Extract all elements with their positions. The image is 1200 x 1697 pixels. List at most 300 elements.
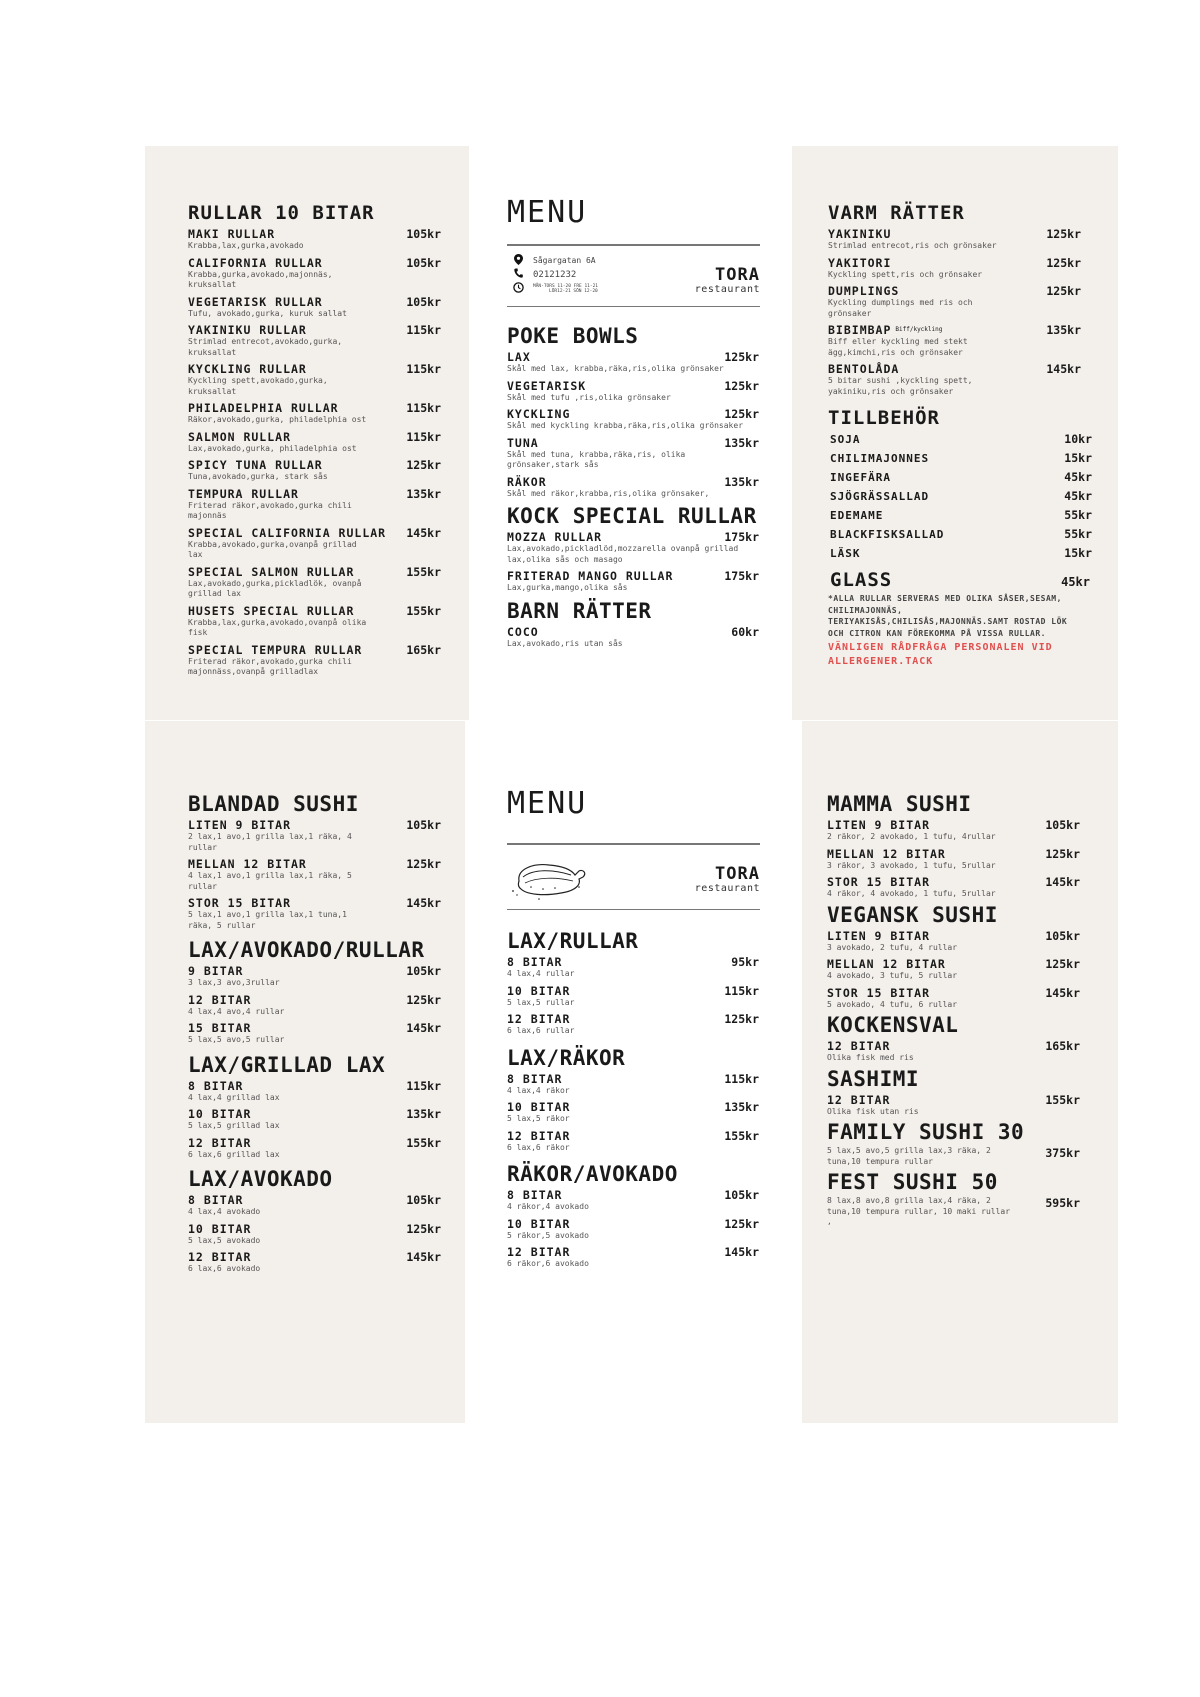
menu-item xyxy=(828,470,1092,485)
section-title: POKE BOWLS xyxy=(507,324,639,348)
menu-item xyxy=(828,451,1092,466)
item-price: 125kr xyxy=(1046,284,1081,298)
item-name: YAKINIKU xyxy=(828,227,892,241)
menu-item xyxy=(507,955,759,980)
section-title: KOCK SPECIAL RULLAR xyxy=(507,504,757,528)
item-name: SOJA xyxy=(830,433,861,446)
menu-item xyxy=(507,1012,759,1037)
menu-item xyxy=(507,1217,759,1242)
item-name: STOR 15 BITAR xyxy=(827,985,931,1000)
item-price: 115kr xyxy=(406,401,441,415)
item-name: 8 BITAR xyxy=(507,955,563,969)
item-name: MOZZA RULLAR xyxy=(507,530,603,544)
menu-item xyxy=(188,401,441,426)
item-name: SPECIAL CALIFORNIA RULLAR xyxy=(188,525,387,540)
item-description: 3 lax,3 avo,3rullar xyxy=(188,978,280,987)
section-title: TILLBEHÖR xyxy=(828,407,940,429)
item-description: Friterad räkor,avokado,gurka chili majonnäs xyxy=(188,500,352,520)
item-description: 4 lax,4 avokado xyxy=(188,1207,261,1216)
brand-name: TORA xyxy=(715,863,760,884)
item-price: 145kr xyxy=(1045,985,1080,1000)
menu-item xyxy=(828,508,1092,523)
menu-item xyxy=(188,227,441,252)
phone-number: 02121232 xyxy=(533,269,577,280)
item-price: 135kr xyxy=(406,1107,441,1121)
item-description: 4 lax,4 grillad lax xyxy=(188,1092,280,1102)
menu-item xyxy=(188,430,441,455)
brand xyxy=(695,865,760,894)
item-description: Räkor,avokado,gurka, philadelphia ost xyxy=(188,415,367,424)
item-tag: Biff/kyckling xyxy=(895,326,943,333)
item-price: 145kr xyxy=(1046,362,1081,376)
item-description: 8 lax,8 avo,8 grilla lax,4 räka, 2 tuna,10 tempura rullar, 10 maki rullar , xyxy=(827,1196,1011,1226)
menu-item xyxy=(507,1072,759,1097)
item-description: 5 lax,5 rullar xyxy=(507,997,575,1007)
section-items xyxy=(827,1093,1118,1118)
item-name: 12 BITAR xyxy=(188,1250,252,1264)
section-items xyxy=(827,1039,1118,1064)
menu-item xyxy=(188,1107,441,1132)
item-price: 125kr xyxy=(724,1012,759,1026)
item-name: 10 BITAR xyxy=(188,1221,252,1236)
menu-item xyxy=(507,569,759,594)
item-description: 2 räkor, 2 avokado, 1 tufu, 4rullar xyxy=(827,832,996,841)
item-name: 15 BITAR xyxy=(188,1021,252,1035)
item-price: 135kr xyxy=(406,486,441,501)
menu-page-mamma-sushi xyxy=(802,721,1118,1423)
section-items xyxy=(507,1188,802,1270)
item-price: 155kr xyxy=(406,603,441,618)
item-name: MELLAN 12 BITAR xyxy=(188,857,307,871)
item-description: 5 lax,5 räkor xyxy=(507,1114,570,1123)
item-description: 3 avokado, 2 tufu, 4 rullar xyxy=(827,942,958,952)
sushi-illustration-icon xyxy=(509,857,589,901)
item-price: 175kr xyxy=(724,530,759,544)
item-price: 115kr xyxy=(406,362,441,376)
item-name: LÄSK xyxy=(830,547,861,560)
item-description: 5 avokado, 4 tufu, 6 rullar xyxy=(827,999,958,1009)
brand xyxy=(695,266,760,295)
item-name: LITEN 9 BITAR xyxy=(827,928,931,943)
allergen-warning: VÄNLIGEN RÅDFRÅGA PERSONALEN VID ALLERGENER.TACK xyxy=(828,642,1053,667)
menu-item xyxy=(828,256,1081,281)
menu-item xyxy=(507,625,759,650)
item-description: Krabba,lax,gurka,avokado xyxy=(188,241,304,250)
menu-item xyxy=(507,1100,759,1125)
item-description: Krabba,gurka,avokado,majonnäs, kruksallat xyxy=(188,269,333,289)
item-name: MELLAN 12 BITAR xyxy=(827,846,946,861)
item-price: 105kr xyxy=(406,964,441,978)
item-price: 95kr xyxy=(731,955,759,969)
glass-price: 45kr xyxy=(1061,575,1090,589)
family-sushi-item xyxy=(827,1121,1080,1171)
section-items xyxy=(507,350,792,499)
item-description: Skål med tuna, krabba,räka,ris, olika grönsaker,stark sås xyxy=(507,449,686,469)
item-name: SPECIAL TEMPURA RULLAR xyxy=(188,642,363,657)
item-name: SALMON RULLAR xyxy=(188,429,292,444)
menu-item xyxy=(827,986,1080,1011)
item-price: 10kr xyxy=(1064,432,1092,446)
item-price: 135kr xyxy=(724,1100,759,1114)
section-title: BARN RÄTTER xyxy=(507,598,652,623)
menu-item xyxy=(827,818,1080,843)
brand-subtitle: restaurant xyxy=(694,882,760,894)
item-price: 175kr xyxy=(724,569,759,583)
item-name: 12 BITAR xyxy=(827,1092,891,1107)
item-price: 105kr xyxy=(406,227,441,241)
item-name: VEGETARISK xyxy=(507,378,587,393)
section-title: LAX/AVOKADO xyxy=(188,1167,333,1191)
section-title: RULLAR 10 BITAR xyxy=(188,202,375,224)
section-items xyxy=(827,818,1118,900)
menu-item xyxy=(188,1222,441,1247)
item-price: 145kr xyxy=(406,896,441,910)
menu-item xyxy=(828,323,1081,358)
item-description: 6 lax,6 räkor xyxy=(507,1142,570,1152)
section-items xyxy=(188,818,465,931)
item-description: 5 lax,1 avo,1 grilla lax,1 tuna,1 räka, 5 rullar xyxy=(188,910,347,930)
item-price: 135kr xyxy=(724,435,759,450)
item-name: 8 BITAR xyxy=(188,1193,244,1207)
glass-item xyxy=(828,569,1090,591)
divider xyxy=(507,909,760,911)
item-price: 15kr xyxy=(1064,451,1092,465)
item-description: 3 räkor, 3 avokado, 1 tufu, 5rullar xyxy=(827,860,996,870)
restaurant-info xyxy=(507,252,760,302)
item-name: BENTOLÅDA xyxy=(828,362,900,376)
item-description: 6 räkor,6 avokado xyxy=(507,1259,589,1268)
menu-item xyxy=(507,407,759,432)
item-description: Lax,avokado,gurka, philadelphia ost xyxy=(188,443,357,453)
menu-item xyxy=(827,847,1080,872)
phone-icon xyxy=(511,268,525,281)
item-price: 155kr xyxy=(1045,1092,1080,1107)
item-price: 145kr xyxy=(724,1245,759,1259)
item-price: 135kr xyxy=(1046,323,1081,337)
item-name: 10 BITAR xyxy=(507,983,571,998)
divider xyxy=(507,244,760,246)
menu-item xyxy=(507,1129,759,1154)
item-description: Biff eller kyckling med stekt ägg,kimchi,ris och grönsaker xyxy=(828,337,968,357)
menu-item xyxy=(188,857,441,892)
menu-item xyxy=(828,362,1081,397)
item-description: Lax,avokado,gurka,pickladlök, ovanpå grillad lax xyxy=(188,578,362,598)
item-name: VEGETARISK RULLAR xyxy=(188,294,323,309)
menu-item xyxy=(828,432,1092,447)
item-name: MELLAN 12 BITAR xyxy=(827,957,946,971)
item-description: Friterad räkor,avokado,gurka chili majonnäss,ovanpå grilladlax xyxy=(188,656,352,676)
item-name: RÄKOR xyxy=(507,474,547,489)
item-description: 5 lax,5 avokado xyxy=(188,1235,261,1245)
item-description: 6 lax,6 avokado xyxy=(188,1264,261,1273)
menu-item xyxy=(188,1193,441,1218)
menu-item xyxy=(188,993,441,1018)
item-price: 45kr xyxy=(1064,470,1092,484)
item-name: 8 BITAR xyxy=(507,1188,563,1202)
section-items xyxy=(188,964,465,1046)
item-name: MAKI RULLAR xyxy=(188,227,276,241)
menu-item xyxy=(188,643,441,678)
item-description: 4 räkor,4 avokado xyxy=(507,1202,589,1211)
menu-item xyxy=(507,984,759,1009)
item-description: Olika fisk utan ris xyxy=(827,1106,919,1116)
item-name: COCO xyxy=(507,624,539,639)
item-price: 145kr xyxy=(406,1021,441,1035)
item-name: HUSETS SPECIAL RULLAR xyxy=(188,603,355,618)
section-items xyxy=(507,530,792,594)
item-price: 105kr xyxy=(406,1193,441,1207)
section-items xyxy=(188,1079,465,1161)
item-price: 165kr xyxy=(1045,1039,1080,1053)
section-title: LAX/AVOKADO/RULLAR xyxy=(188,938,425,962)
item-name: 8 BITAR xyxy=(188,1078,244,1093)
menu-page-blandad-sushi xyxy=(145,721,465,1423)
item-name: 10 BITAR xyxy=(188,1107,252,1121)
item-description: Olika fisk med ris xyxy=(827,1053,914,1062)
item-price: 125kr xyxy=(724,350,759,364)
menu-item xyxy=(507,530,759,565)
menu-page-cover-bottom xyxy=(465,721,802,1423)
item-description: 5 lax,5 avo,5 rullar xyxy=(188,1035,285,1044)
item-description: 5 bitar sushi ,kyckling spett, yakiniku,ris och grönsaker xyxy=(828,376,973,396)
item-price: 105kr xyxy=(724,1188,759,1202)
menu-item xyxy=(828,227,1081,252)
item-price: 115kr xyxy=(406,323,441,337)
section-title: KOCKENSVAL xyxy=(827,1013,959,1037)
menu-page-cover-top xyxy=(469,146,792,720)
item-name: 8 BITAR xyxy=(507,1071,563,1086)
section-title: FAMILY SUSHI 30 xyxy=(827,1120,1025,1144)
menu-item xyxy=(188,256,441,291)
item-price: 115kr xyxy=(406,429,441,444)
item-price: 55kr xyxy=(1064,527,1092,541)
item-price: 125kr xyxy=(406,1221,441,1236)
item-name: SPECIAL SALMON RULLAR xyxy=(188,564,355,579)
location-pin-icon xyxy=(511,254,525,268)
menu-item xyxy=(507,436,759,471)
contact-info xyxy=(511,254,598,296)
item-description: Lax,gurka,mango,olika sås xyxy=(507,583,628,592)
item-name: 10 BITAR xyxy=(507,1216,571,1231)
divider xyxy=(507,306,760,308)
fest-sushi-item xyxy=(827,1171,1080,1232)
item-name: 9 BITAR xyxy=(188,964,244,978)
menu-item xyxy=(188,1021,441,1046)
item-description: Skål med lax, krabba,räka,ris,olika grönsaker xyxy=(507,364,724,373)
menu-item xyxy=(188,565,441,600)
item-name: 12 BITAR xyxy=(188,1135,252,1150)
item-description: Skål med räkor,krabba,ris,olika grönsaker, xyxy=(507,488,710,498)
item-price: 595kr xyxy=(1045,1196,1080,1210)
item-price: 15kr xyxy=(1064,546,1092,560)
item-description: Strimlad entrecot,avokado,gurka, kruksallat xyxy=(188,337,343,357)
item-description: Tuna,avokado,gurka, stark sås xyxy=(188,472,328,481)
item-price: 55kr xyxy=(1064,508,1092,522)
item-name: 10 BITAR xyxy=(507,1100,571,1114)
menu-item xyxy=(188,458,441,483)
item-name: 12 BITAR xyxy=(188,992,252,1007)
item-price: 125kr xyxy=(724,378,759,393)
item-description: 5 räkor,5 avokado xyxy=(507,1230,589,1240)
item-description: 4 lax,1 avo,1 grilla lax,1 räka, 5 rullar xyxy=(188,871,352,891)
item-description: Strimlad entrecot,ris och grönsaker xyxy=(828,241,997,250)
item-description: 4 lax,4 räkor xyxy=(507,1085,570,1095)
menu-item xyxy=(828,527,1092,542)
item-price: 125kr xyxy=(406,857,441,871)
item-description: Tufu, avokado,gurka, kuruk sallat xyxy=(188,308,347,318)
menu-item xyxy=(507,1188,759,1213)
brand-subtitle: restaurant xyxy=(694,283,760,295)
item-price: 105kr xyxy=(406,294,441,309)
section-title: MAMMA SUSHI xyxy=(827,792,972,816)
item-price: 375kr xyxy=(1045,1146,1080,1160)
item-description: 4 räkor, 4 avokado, 1 tufu, 5rullar xyxy=(827,889,996,898)
item-price: 155kr xyxy=(406,1135,441,1150)
menu-item xyxy=(188,818,441,853)
item-description: 5 lax,5 grillad lax xyxy=(188,1121,280,1130)
item-price: 125kr xyxy=(1045,957,1080,971)
section-title: BLANDAD SUSHI xyxy=(188,792,359,816)
item-price: 145kr xyxy=(406,1250,441,1264)
item-description: 6 lax,6 grillad lax xyxy=(188,1149,280,1159)
item-name: BIBIMBAP $^{Biff/kyckling}$ xyxy=(828,323,943,337)
item-price: 125kr xyxy=(1046,227,1081,241)
item-price: 115kr xyxy=(724,983,759,998)
item-name: INGEFÄRA xyxy=(830,471,891,484)
item-name: STOR 15 BITAR xyxy=(827,875,931,889)
section-title: VARM RÄTTER xyxy=(828,202,965,224)
menu-item xyxy=(188,604,441,639)
glass-title: GLASS xyxy=(830,569,893,591)
menu-item xyxy=(507,475,759,500)
item-description: 4 avokado, 3 tufu, 5 rullar xyxy=(827,971,958,980)
item-name: 12 BITAR xyxy=(507,1128,571,1143)
restaurant-info xyxy=(507,847,760,909)
menu-item xyxy=(188,323,441,358)
item-price: 105kr xyxy=(406,818,441,832)
item-description: Skål med tufu ,ris,olika grönsaker xyxy=(507,392,671,402)
item-description: Lax,avokado,pickladlöd,mozzarella ovanpå grillad lax,olika sås och masago xyxy=(507,544,739,564)
menu-item xyxy=(828,489,1092,504)
item-name: LITEN 9 BITAR xyxy=(827,818,931,832)
item-description: Kyckling spett,avokado,gurka, kruksallat xyxy=(188,376,328,396)
item-price: 45kr xyxy=(1064,489,1092,503)
menu-item xyxy=(507,1245,759,1270)
item-name: TUNA xyxy=(507,435,539,450)
item-description: Lax,avokado,ris utan sås xyxy=(507,638,623,648)
menu-item xyxy=(188,362,441,397)
item-name: LAX xyxy=(507,350,531,364)
item-price: 125kr xyxy=(724,1216,759,1231)
item-description: 6 lax,6 rullar xyxy=(507,1026,575,1035)
menu-item xyxy=(188,896,441,931)
item-price: 105kr xyxy=(406,255,441,270)
menu-page-varm-ratter xyxy=(792,146,1118,720)
clock-icon xyxy=(511,282,525,296)
item-name: SPICY TUNA RULLAR xyxy=(188,458,323,472)
menu-item xyxy=(507,350,759,375)
item-price: 105kr xyxy=(1045,928,1080,943)
section-title: RÄKOR/AVOKADO xyxy=(507,1162,678,1186)
item-price: 115kr xyxy=(406,1078,441,1093)
section-items xyxy=(827,929,1118,1011)
item-description: 2 lax,1 avo,1 grilla lax,1 räka, 4 rullar xyxy=(188,832,352,852)
section-title: SASHIMI xyxy=(827,1066,920,1091)
item-name: DUMPLINGS xyxy=(828,284,900,298)
menu-item xyxy=(828,284,1081,319)
address: Sågargatan 6A xyxy=(533,256,596,265)
item-price: 60kr xyxy=(731,624,759,639)
item-name: BLACKFISKSALLAD xyxy=(830,528,945,541)
item-price: 145kr xyxy=(406,525,441,540)
item-description: Krabba,lax,gurka,avokado,ovanpå olika fisk xyxy=(188,617,367,637)
menu-item xyxy=(827,1093,1080,1118)
item-name: TEMPURA RULLAR xyxy=(188,486,299,501)
menu-item xyxy=(188,526,441,561)
item-name: 12 BITAR xyxy=(507,1012,571,1026)
menu-item xyxy=(507,379,759,404)
menu-title: MENU xyxy=(507,195,588,230)
item-name: 12 BITAR xyxy=(507,1245,571,1259)
item-description: Kyckling spett,ris och grönsaker xyxy=(828,269,983,279)
menu-item xyxy=(188,1136,441,1161)
sauce-note: *ALLA RULLAR SERVERAS MED OLIKA SÅSER,SESAM, CHILIMAJONNÄS, TERIYAKISÅS,CHILISÅS,MAJONNÄS.SAMT ROSTAD LÖK OCH CITRON KAN FÖREKOMMA PÅ VISSA RULLAR. xyxy=(828,594,1068,638)
menu-item xyxy=(828,546,1092,561)
section-items xyxy=(507,955,802,1037)
item-name: LITEN 9 BITAR xyxy=(188,818,292,832)
menu-item xyxy=(827,957,1080,982)
menu-item xyxy=(827,929,1080,954)
item-price: 125kr xyxy=(724,407,759,421)
menu-item xyxy=(188,487,441,522)
menu-item xyxy=(188,964,441,989)
section-title: FEST SUSHI 50 xyxy=(827,1170,998,1194)
item-name: FRITERAD MANGO RULLAR xyxy=(507,569,674,583)
section-items xyxy=(188,1193,465,1275)
item-price: 145kr xyxy=(1045,875,1080,889)
item-price: 105kr xyxy=(1045,818,1080,832)
item-name: KYCKLING RULLAR xyxy=(188,362,307,376)
item-name: YAKINIKU RULLAR xyxy=(188,323,307,337)
item-price: 125kr xyxy=(1046,255,1081,270)
section-title: LAX/RULLAR xyxy=(507,929,639,953)
opening-hours: MÅN-TORS 11-20 FRE 11-21 LÖR12-21 SÖN 12-20 xyxy=(533,283,599,294)
item-price: 125kr xyxy=(1045,846,1080,861)
menu-item xyxy=(827,875,1080,900)
item-price: 155kr xyxy=(724,1128,759,1143)
item-description: Kyckling dumplings med ris och grönsaker xyxy=(828,298,973,318)
item-name: EDEMAME xyxy=(830,509,884,522)
item-description: 4 lax,4 avo,4 rullar xyxy=(188,1006,285,1016)
menu-item xyxy=(188,295,441,320)
section-title: VEGANSK SUSHI xyxy=(827,902,998,927)
menu-page-rullar xyxy=(145,146,469,720)
item-name: CALIFORNIA RULLAR xyxy=(188,255,323,270)
item-name: STOR 15 BITAR xyxy=(188,896,292,910)
section-items xyxy=(507,625,792,650)
item-description: Skål med kyckling krabba,räka,ris,olika grönsaker xyxy=(507,421,744,430)
divider xyxy=(507,843,760,845)
menu-item xyxy=(188,1250,441,1275)
item-description: Krabba,avokado,gurka,ovanpå grillad lax xyxy=(188,539,357,559)
item-price: 115kr xyxy=(724,1071,759,1086)
menu-title: MENU xyxy=(507,786,588,821)
item-name: 12 BITAR xyxy=(827,1039,891,1053)
section-title: LAX/GRILLAD LAX xyxy=(188,1052,386,1077)
menu-item xyxy=(827,1039,1080,1064)
item-price: 165kr xyxy=(406,642,441,657)
item-name: KYCKLING xyxy=(507,407,571,421)
